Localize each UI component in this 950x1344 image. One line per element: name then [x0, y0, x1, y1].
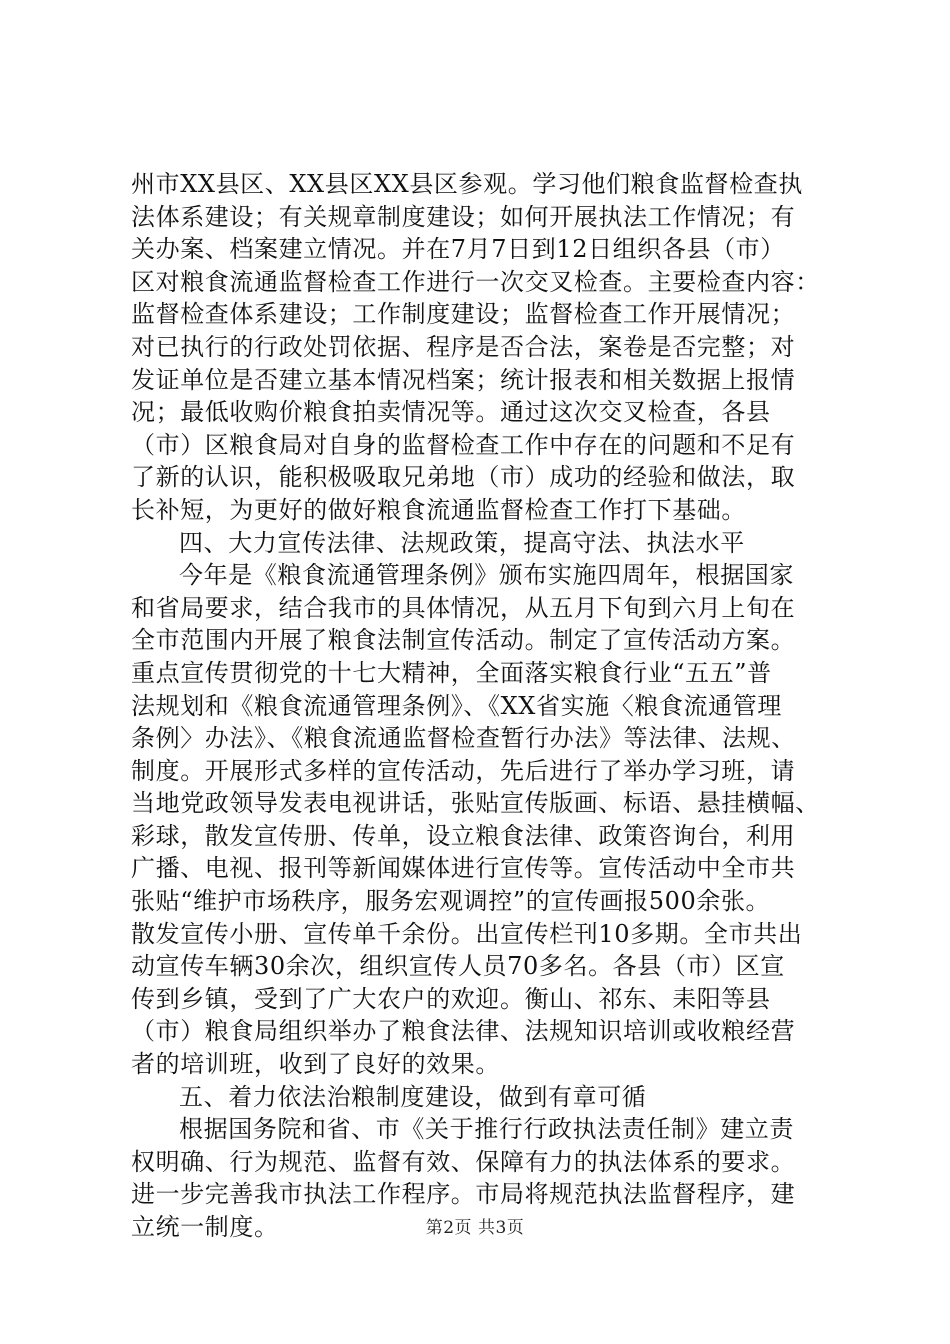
text-line: 和省局要求，结合我市的具体情况，从五月下旬到六月上旬在	[131, 593, 796, 622]
page-footer: 第2页 共3页	[425, 1218, 525, 1238]
text-line: 张贴“维护市场秩序，服务宏观调控”的宣传画报500余张。	[131, 887, 771, 916]
text-line: 根据国务院和省、市《关于推行行政执法责任制》建立责	[179, 1115, 794, 1144]
document-body	[131, 168, 831, 1244]
text-line: 广播、电视、报刊等新闻媒体进行宣传等。宣传活动中全市共	[131, 854, 796, 883]
text-line: 权明确、行为规范、监督有效、保障有力的执法体系的要求。	[131, 1147, 796, 1176]
text-line: 传到乡镇，受到了广大农户的欢迎。衡山、祁东、耒阳等县	[131, 984, 771, 1013]
text-line: 对已执行的行政处罚依据、程序是否合法，案卷是否完整；对	[131, 332, 796, 361]
text-line: 四、大力宣传法律、法规政策，提高守法、执法水平	[179, 528, 745, 557]
text-line: 了新的认识，能积极吸取兄弟地（市）成功的经验和做法，取	[131, 463, 796, 492]
text-line: 五、着力依法治粮制度建设，做到有章可循	[179, 1082, 647, 1111]
text-line: 制度。开展形式多样的宣传活动，先后进行了举办学习班，请	[131, 756, 796, 785]
text-line: （市）区粮食局对自身的监督检查工作中存在的问题和不足有	[131, 430, 796, 459]
text-line: 者的培训班，收到了良好的效果。	[131, 1050, 500, 1079]
text-line: 条例〉办法》、《粮食流通监督检查暂行办法》等法律、法规、	[131, 724, 796, 753]
text-line: 长补短，为更好的做好粮食流通监督检查工作打下基础。	[131, 495, 746, 524]
text-line: 关办案、档案建立情况。并在7月7日到12日组织各县（市）	[131, 235, 785, 264]
text-line: 监督检查体系建设；工作制度建设；监督检查工作开展情况；	[131, 300, 796, 329]
text-line: 进一步完善我市执法工作程序。市局将规范执法监督程序，建	[131, 1180, 796, 1209]
text-line: 法体系建设；有关规章制度建设；如何开展执法工作情况；有	[131, 202, 796, 231]
text-line: 散发宣传小册、宣传单千余份。出宣传栏刊10多期。全市共出	[131, 919, 803, 948]
text-line: 况；最低收购价粮食拍卖情况等。通过这次交叉检查，各县	[131, 398, 771, 427]
text-line: 当地党政领导发表电视讲话，张贴宣传版画、标语、悬挂横幅、	[131, 789, 820, 818]
text-line: 立统一制度。	[131, 1213, 279, 1241]
text-line: 动宣传车辆30余次，组织宣传人员70多名。各县（市）区宣	[131, 952, 785, 981]
text-line: 全市范围内开展了粮食法制宣传活动。制定了宣传活动方案。	[131, 626, 796, 655]
text-line: 发证单位是否建立基本情况档案；统计报表和相关数据上报情	[131, 365, 796, 394]
text-line: 州市XX县区、XX县区XX县区参观。学习他们粮食监督检查执	[131, 170, 803, 198]
text-line: 彩球，散发宣传册、传单，设立粮食法律、政策咨询台，利用	[131, 821, 796, 850]
text-line: 今年是《粮食流通管理条例》颁布实施四周年，根据国家	[179, 561, 794, 590]
text-line: 重点宣传贯彻党的十七大精神，全面落实粮食行业“五五”普	[131, 658, 772, 687]
text-line: 法规划和《粮食流通管理条例》、《XX省实施〈粮食流通管理	[131, 691, 782, 720]
text-line: 区对粮食流通监督检查工作进行一次交叉检查。主要检查内容：	[131, 267, 820, 296]
text-line: （市）粮食局组织举办了粮食法律、法规知识培训或收粮经营	[131, 1017, 796, 1046]
